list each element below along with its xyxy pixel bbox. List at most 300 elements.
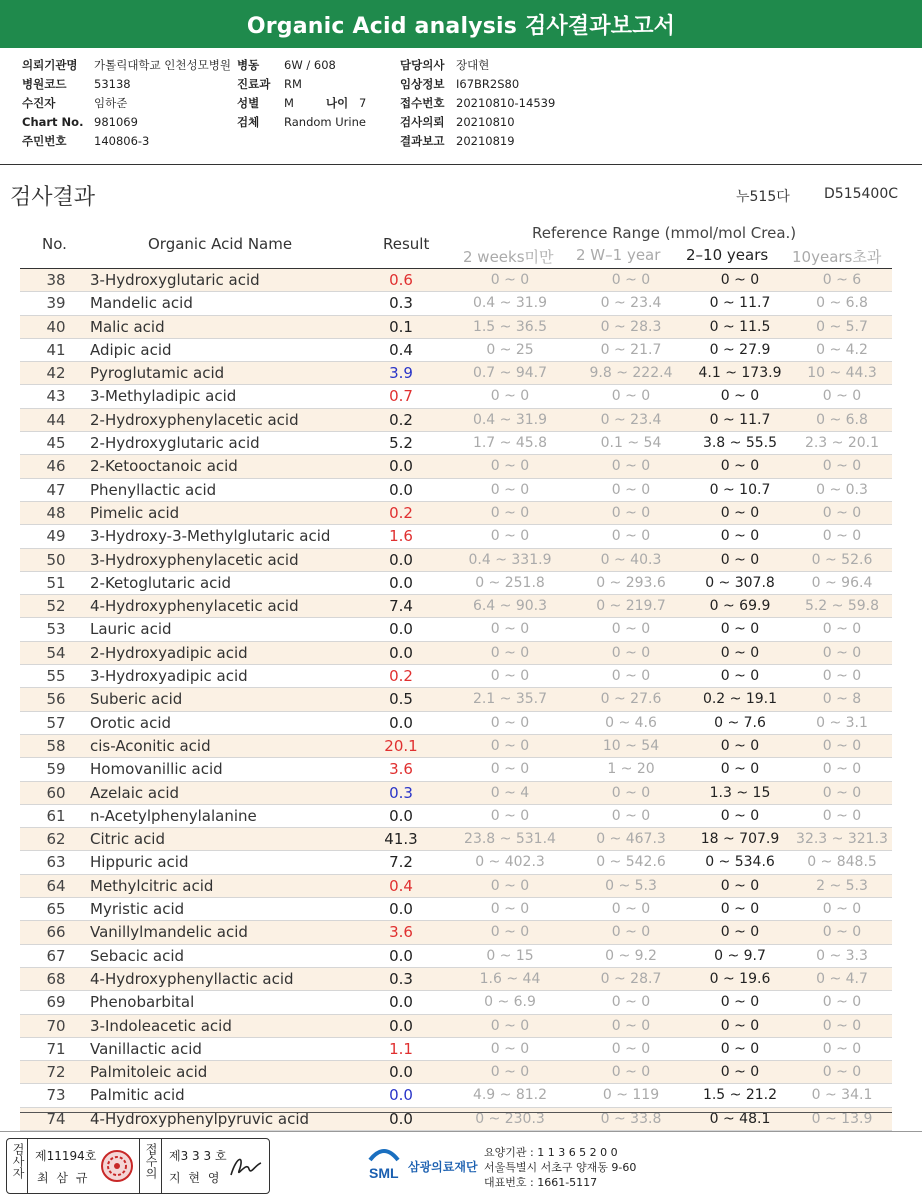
row-range-2w-1y: 0 ~ 0	[611, 1064, 651, 1081]
row-range-10y: 0 ~ 848.5	[807, 854, 877, 871]
row-range-2-10y: 0 ~ 10.7	[709, 481, 771, 498]
row-acid-name: Sebacic acid	[90, 946, 185, 965]
row-range-2weeks: 0 ~ 402.3	[475, 854, 545, 871]
row-range-2-10y: 0 ~ 0	[720, 528, 760, 545]
table-row	[20, 432, 892, 455]
org-line-1: 요양기관 : 1 1 3 6 5 2 0 0	[484, 1146, 618, 1159]
row-no: 44	[46, 410, 66, 429]
report-value: 20210819	[456, 134, 515, 148]
row-range-2w-1y: 0.1 ~ 54	[600, 435, 662, 452]
code-label: 병원코드	[22, 77, 67, 91]
row-range-2-10y: 1.3 ~ 15	[709, 784, 771, 801]
row-acid-name: 2-Hydroxyadipic acid	[90, 643, 248, 662]
row-no: 71	[46, 1039, 66, 1058]
row-range-2weeks: 23.8 ~ 531.4	[464, 831, 556, 848]
row-range-2weeks: 0 ~ 0	[490, 644, 530, 661]
report-label: 결과보고	[400, 134, 445, 148]
row-result: 0.0	[389, 573, 413, 592]
section-title: 검사결과	[10, 185, 96, 210]
row-acid-name: Phenyllactic acid	[90, 480, 217, 499]
row-no: 47	[46, 480, 66, 499]
chart-label: Chart No.	[22, 115, 84, 129]
row-range-2w-1y: 0 ~ 28.3	[600, 318, 662, 335]
row-range-10y: 0 ~ 0	[822, 1064, 862, 1081]
row-no: 40	[46, 317, 66, 336]
row-result: 0.3	[389, 969, 413, 988]
row-range-2w-1y: 0 ~ 293.6	[596, 574, 666, 591]
row-no: 74	[46, 1109, 66, 1128]
row-range-2-10y: 0 ~ 0	[720, 1040, 760, 1057]
row-range-10y: 0 ~ 0	[822, 644, 862, 661]
row-range-2w-1y: 0 ~ 4.6	[605, 714, 657, 731]
row-range-2weeks: 0 ~ 4	[490, 784, 530, 801]
row-range-2-10y: 0 ~ 0	[720, 877, 760, 894]
row-range-2weeks: 1.7 ~ 45.8	[472, 435, 548, 452]
report-title: Organic Acid analysis 검사결과보고서	[0, 0, 922, 48]
table-row	[20, 968, 892, 991]
row-range-10y: 0 ~ 0	[822, 784, 862, 801]
row-range-10y: 0 ~ 5.7	[816, 318, 868, 335]
row-range-2weeks: 0 ~ 0	[490, 388, 530, 405]
ward-label: 병동	[237, 58, 260, 72]
row-result: 0.0	[389, 1086, 413, 1105]
row-acid-name: 4-Hydroxyphenylacetic acid	[90, 597, 299, 616]
table-row	[20, 618, 892, 641]
row-result: 0.0	[389, 993, 413, 1012]
row-range-10y: 0 ~ 34.1	[811, 1087, 873, 1104]
row-acid-name: Hippuric acid	[90, 853, 189, 872]
range-title: Reference Range (mmol/mol Crea.)	[532, 224, 797, 242]
row-result: 0.0	[389, 713, 413, 732]
row-range-2w-1y: 0 ~ 0	[611, 1040, 651, 1057]
table-row	[20, 479, 892, 502]
doctor-label: 담당의사	[400, 58, 445, 72]
row-result: 0.4	[389, 876, 413, 895]
row-range-2weeks: 0 ~ 0	[490, 481, 530, 498]
table-row	[20, 735, 892, 758]
dept-label: 진료과	[237, 77, 271, 91]
row-range-2weeks: 0 ~ 0	[490, 621, 530, 638]
row-range-2weeks: 6.4 ~ 90.3	[472, 598, 548, 615]
range-col-3: 2–10 years	[686, 246, 769, 264]
row-acid-name: Azelaic acid	[90, 783, 180, 802]
doctor-value: 장대현	[456, 58, 490, 72]
row-range-2w-1y: 0 ~ 542.6	[596, 854, 666, 871]
row-range-10y: 0 ~ 0	[822, 1040, 862, 1057]
org-name: 삼광의료재단	[408, 1160, 478, 1174]
row-no: 63	[46, 853, 66, 872]
table-row	[20, 782, 892, 805]
row-acid-name: Vanillylmandelic acid	[90, 923, 248, 942]
row-acid-name: cis-Aconitic acid	[90, 736, 211, 755]
official-seal-icon	[99, 1149, 135, 1183]
col-name: Organic Acid Name	[148, 235, 293, 253]
logo-text: SML	[369, 1165, 399, 1181]
table-row	[20, 292, 892, 315]
row-result: 5.2	[389, 434, 413, 453]
row-range-2-10y: 0 ~ 0	[720, 1064, 760, 1081]
row-acid-name: n-Acetylphenylalanine	[90, 806, 257, 825]
table-row	[20, 712, 892, 735]
patient-value: 임하준	[94, 96, 128, 110]
row-range-2weeks: 0 ~ 6.9	[484, 994, 536, 1011]
row-result: 7.2	[389, 853, 413, 872]
sex-label: 성별	[237, 96, 260, 110]
row-no: 65	[46, 900, 66, 919]
row-range-10y: 0 ~ 6.8	[816, 411, 868, 428]
row-result: 3.6	[389, 923, 413, 942]
row-range-2weeks: 0 ~ 0	[490, 1040, 530, 1057]
row-range-2-10y: 0 ~ 0	[720, 994, 760, 1011]
row-range-2weeks: 0 ~ 251.8	[475, 574, 545, 591]
row-range-10y: 5.2 ~ 59.8	[804, 598, 880, 615]
row-range-2w-1y: 0 ~ 0	[611, 528, 651, 545]
row-range-10y: 0 ~ 6	[822, 272, 862, 288]
row-result: 41.3	[384, 830, 418, 849]
table-row	[20, 572, 892, 595]
row-range-2-10y: 0 ~ 307.8	[705, 574, 775, 591]
row-range-2-10y: 0 ~ 9.7	[714, 947, 766, 964]
row-range-2w-1y: 9.8 ~ 222.4	[589, 365, 673, 382]
row-range-10y: 0 ~ 0	[822, 388, 862, 405]
row-range-2weeks: 0 ~ 0	[490, 272, 530, 288]
row-range-2w-1y: 0 ~ 33.8	[600, 1110, 662, 1127]
table-row	[20, 549, 892, 572]
org-line-3: 대표번호 : 1661-5117	[484, 1176, 598, 1189]
row-range-2-10y: 0 ~ 0	[720, 644, 760, 661]
row-range-10y: 0 ~ 0.3	[816, 481, 868, 498]
row-range-2-10y: 0 ~ 0	[720, 924, 760, 941]
row-range-2-10y: 0 ~ 0	[720, 504, 760, 521]
table-row	[20, 828, 892, 851]
receipt-value: 20210810-14539	[456, 96, 556, 110]
row-acid-name: Palmitoleic acid	[90, 1063, 208, 1082]
table-row	[20, 1061, 892, 1084]
row-range-2-10y: 3.8 ~ 55.5	[702, 435, 778, 452]
row-result: 0.3	[389, 294, 413, 313]
table-row	[20, 875, 892, 898]
row-range-2weeks: 0 ~ 0	[490, 1017, 530, 1034]
row-range-2weeks: 1.6 ~ 44	[479, 970, 541, 987]
table-row	[20, 665, 892, 688]
table-row	[20, 898, 892, 921]
row-range-2weeks: 0 ~ 0	[490, 528, 530, 545]
row-range-2weeks: 0.4 ~ 31.9	[472, 411, 548, 428]
row-acid-name: 2-Ketoglutaric acid	[90, 573, 232, 592]
row-range-10y: 0 ~ 0	[822, 1017, 862, 1034]
id-label: 주민번호	[22, 134, 67, 148]
id-value: 140806-3	[94, 134, 150, 148]
row-range-2w-1y: 0 ~ 0	[611, 504, 651, 521]
org-info	[484, 1145, 636, 1190]
range-col-4: 10years초과	[792, 248, 882, 266]
footer-divider	[0, 1131, 922, 1132]
row-range-2w-1y: 0 ~ 0	[611, 807, 651, 824]
row-acid-name: 4-Hydroxyphenylpyruvic acid	[90, 1109, 310, 1128]
row-result: 0.1	[389, 317, 413, 336]
row-range-10y: 0 ~ 0	[822, 807, 862, 824]
row-range-10y: 0 ~ 4.2	[816, 341, 868, 358]
row-no: 67	[46, 946, 66, 965]
row-range-10y: 0 ~ 96.4	[811, 574, 873, 591]
row-range-2-10y: 0 ~ 7.6	[714, 714, 766, 731]
row-acid-name: Mandelic acid	[90, 294, 193, 313]
row-range-2weeks: 0.4 ~ 31.9	[472, 295, 548, 312]
table-header	[20, 216, 892, 269]
row-range-2-10y: 0 ~ 0	[720, 668, 760, 685]
table-row	[20, 758, 892, 781]
row-result: 0.2	[389, 410, 413, 429]
request-value: 20210810	[456, 115, 515, 129]
table-row	[20, 1084, 892, 1107]
row-range-2w-1y: 0 ~ 119	[602, 1087, 660, 1104]
row-range-10y: 0 ~ 0	[822, 994, 862, 1011]
org-line-2: 서울특별시 서초구 양재동 9-60	[484, 1161, 637, 1174]
row-range-2-10y: 0 ~ 0	[720, 807, 760, 824]
results-table	[20, 216, 892, 1131]
row-range-2weeks: 0 ~ 0	[490, 807, 530, 824]
table-row	[20, 339, 892, 362]
row-range-2weeks: 2.1 ~ 35.7	[472, 691, 548, 708]
row-range-2-10y: 0 ~ 0	[720, 388, 760, 405]
row-range-2-10y: 0.2 ~ 19.1	[702, 691, 778, 708]
row-range-10y: 2.3 ~ 20.1	[804, 435, 880, 452]
patient-info	[0, 48, 922, 165]
row-result: 0.6	[389, 271, 413, 289]
row-range-10y: 0 ~ 0	[822, 621, 862, 638]
row-no: 73	[46, 1086, 66, 1105]
row-no: 52	[46, 597, 66, 616]
row-result: 3.9	[389, 364, 413, 383]
row-acid-name: Adipic acid	[90, 340, 172, 359]
row-range-2w-1y: 0 ~ 21.7	[600, 341, 662, 358]
row-range-2-10y: 0 ~ 0	[720, 272, 760, 288]
table-row	[20, 595, 892, 618]
row-no: 64	[46, 876, 66, 895]
row-result: 20.1	[384, 736, 418, 755]
row-range-10y: 0 ~ 0	[822, 458, 862, 475]
row-range-2weeks: 0.7 ~ 94.7	[472, 365, 548, 382]
row-range-2-10y: 0 ~ 27.9	[709, 341, 771, 358]
table-row	[20, 525, 892, 548]
row-range-10y: 0 ~ 0	[822, 737, 862, 754]
age-value: 7	[359, 96, 367, 110]
row-acid-name: 3-Hydroxyglutaric acid	[90, 271, 260, 289]
row-range-2w-1y: 0 ~ 0	[611, 901, 651, 918]
row-no: 50	[46, 550, 66, 569]
row-acid-name: 2-Hydroxyglutaric acid	[90, 434, 260, 453]
row-range-2-10y: 0 ~ 11.7	[709, 411, 771, 428]
row-range-2-10y: 0 ~ 0	[720, 621, 760, 638]
row-range-2w-1y: 0 ~ 0	[611, 644, 651, 661]
col-no: No.	[42, 235, 67, 253]
row-acid-name: 3-Hydroxyadipic acid	[90, 667, 248, 686]
row-range-10y: 0 ~ 8	[822, 691, 862, 708]
row-no: 39	[46, 294, 66, 313]
range-col-2: 2 W–1 year	[576, 246, 661, 264]
table-row	[20, 1038, 892, 1061]
row-acid-name: 2-Ketooctanoic acid	[90, 457, 238, 476]
row-range-2-10y: 0 ~ 48.1	[709, 1110, 771, 1127]
table-row	[20, 991, 892, 1014]
row-range-2weeks: 0 ~ 0	[490, 877, 530, 894]
row-range-2weeks: 0 ~ 0	[490, 924, 530, 941]
row-result: 0.4	[389, 340, 413, 359]
table-body	[20, 269, 892, 1131]
row-acid-name: Myristic acid	[90, 900, 185, 919]
row-range-2w-1y: 10 ~ 54	[602, 737, 660, 754]
row-range-2weeks: 0 ~ 25	[486, 341, 534, 358]
table-row	[20, 455, 892, 478]
row-range-2w-1y: 0 ~ 0	[611, 458, 651, 475]
row-result: 0.0	[389, 1016, 413, 1035]
sign-no-1: 제11194호	[35, 1149, 97, 1163]
row-range-2w-1y: 0 ~ 5.3	[605, 877, 657, 894]
section-code2: D515400C	[824, 186, 898, 202]
row-range-10y: 0 ~ 0	[822, 504, 862, 521]
row-range-2w-1y: 0 ~ 9.2	[605, 947, 657, 964]
row-range-2weeks: 0 ~ 0	[490, 714, 530, 731]
row-range-2w-1y: 0 ~ 0	[611, 272, 651, 288]
row-result: 0.0	[389, 480, 413, 499]
row-range-2weeks: 0 ~ 0	[490, 668, 530, 685]
row-no: 49	[46, 527, 66, 546]
row-acid-name: Homovanillic acid	[90, 760, 223, 779]
row-range-2-10y: 4.1 ~ 173.9	[698, 365, 782, 382]
row-range-2weeks: 4.9 ~ 81.2	[472, 1087, 548, 1104]
row-range-10y: 0 ~ 13.9	[811, 1110, 873, 1127]
table-row	[20, 921, 892, 944]
row-acid-name: 3-Hydroxy-3-Methylglutaric acid	[90, 527, 331, 546]
row-no: 41	[46, 340, 66, 359]
row-acid-name: Malic acid	[90, 317, 165, 336]
row-no: 48	[46, 503, 66, 522]
row-no: 68	[46, 969, 66, 988]
sign-side-1: 검사자	[11, 1143, 25, 1179]
row-range-10y: 10 ~ 44.3	[807, 365, 877, 382]
table-row	[20, 409, 892, 432]
row-result: 0.0	[389, 550, 413, 569]
row-range-10y: 2 ~ 5.3	[816, 877, 868, 894]
range-col-1: 2 weeks미만	[463, 248, 554, 266]
hospital-label: 의뢰기관명	[22, 58, 78, 72]
row-range-2w-1y: 0 ~ 0	[611, 621, 651, 638]
row-acid-name: 3-Indoleacetic acid	[90, 1016, 232, 1035]
row-range-2-10y: 0 ~ 534.6	[705, 854, 775, 871]
row-range-10y: 0 ~ 0	[822, 528, 862, 545]
row-no: 62	[46, 830, 66, 849]
row-range-2weeks: 0 ~ 0	[490, 901, 530, 918]
row-range-10y: 0 ~ 3.3	[816, 947, 868, 964]
specimen-label: 검체	[237, 115, 260, 129]
row-range-2w-1y: 0 ~ 0	[611, 784, 651, 801]
row-range-2weeks: 0 ~ 0	[490, 1064, 530, 1081]
row-range-2weeks: 0 ~ 0	[490, 458, 530, 475]
row-range-2w-1y: 0 ~ 0	[611, 668, 651, 685]
row-acid-name: Methylcitric acid	[90, 876, 214, 895]
row-range-2-10y: 0 ~ 0	[720, 737, 760, 754]
row-range-2w-1y: 0 ~ 0	[611, 994, 651, 1011]
row-range-2w-1y: 1 ~ 20	[607, 761, 655, 778]
row-result: 0.0	[389, 946, 413, 965]
row-acid-name: Suberic acid	[90, 690, 183, 709]
row-no: 51	[46, 573, 66, 592]
row-acid-name: Phenobarbital	[90, 993, 195, 1012]
row-range-2w-1y: 0 ~ 23.4	[600, 295, 662, 312]
row-result: 0.0	[389, 900, 413, 919]
clinical-label: 임상정보	[400, 77, 445, 91]
row-range-10y: 0 ~ 4.7	[816, 970, 868, 987]
row-no: 69	[46, 993, 66, 1012]
row-range-2w-1y: 0 ~ 0	[611, 924, 651, 941]
section-code1: 누515다	[736, 189, 790, 205]
row-range-2-10y: 0 ~ 0	[720, 458, 760, 475]
table-row	[20, 642, 892, 665]
row-result: 0.5	[389, 690, 413, 709]
row-range-2-10y: 0 ~ 0	[720, 551, 760, 568]
row-no: 70	[46, 1016, 66, 1035]
sml-logo-icon	[366, 1144, 402, 1184]
row-range-2weeks: 0 ~ 0	[490, 737, 530, 754]
row-acid-name: Lauric acid	[90, 620, 172, 639]
sign-name-1: 최 삼 규	[37, 1171, 90, 1185]
row-result: 0.0	[389, 1063, 413, 1082]
table-row	[20, 945, 892, 968]
age-label: 나이	[326, 96, 349, 110]
signature-box	[6, 1138, 270, 1194]
row-acid-name: 3-Hydroxyphenylacetic acid	[90, 550, 299, 569]
code-value: 53138	[94, 77, 131, 91]
row-no: 59	[46, 760, 66, 779]
row-range-10y: 0 ~ 0	[822, 901, 862, 918]
row-result: 0.0	[389, 1109, 413, 1128]
row-result: 3.6	[389, 760, 413, 779]
row-range-10y: 0 ~ 52.6	[811, 551, 873, 568]
row-range-10y: 0 ~ 3.1	[816, 714, 868, 731]
row-result: 0.2	[389, 503, 413, 522]
row-acid-name: Palmitic acid	[90, 1086, 185, 1105]
row-no: 43	[46, 387, 66, 406]
row-range-10y: 0 ~ 0	[822, 668, 862, 685]
row-acid-name: 2-Hydroxyphenylacetic acid	[90, 410, 299, 429]
table-row	[20, 502, 892, 525]
row-result: 1.1	[389, 1039, 413, 1058]
row-range-2weeks: 0 ~ 0	[490, 761, 530, 778]
chart-value: 981069	[94, 115, 138, 129]
row-no: 45	[46, 434, 66, 453]
row-range-10y: 32.3 ~ 321.3	[796, 831, 888, 848]
row-range-10y: 0 ~ 0	[822, 761, 862, 778]
row-no: 61	[46, 806, 66, 825]
row-range-2w-1y: 0 ~ 0	[611, 1017, 651, 1034]
col-result: Result	[383, 235, 430, 253]
row-range-2-10y: 0 ~ 0	[720, 901, 760, 918]
row-result: 1.6	[389, 527, 413, 546]
sign-no-2: 제3 3 3 호	[169, 1149, 227, 1163]
row-range-2weeks: 0 ~ 15	[486, 947, 534, 964]
dept-value: RM	[284, 77, 302, 91]
row-range-2w-1y: 0 ~ 0	[611, 481, 651, 498]
row-result: 0.2	[389, 667, 413, 686]
row-range-2-10y: 0 ~ 69.9	[709, 598, 771, 615]
row-range-2-10y: 0 ~ 0	[720, 1017, 760, 1034]
row-range-2w-1y: 0 ~ 40.3	[600, 551, 662, 568]
row-range-2weeks: 0 ~ 0	[490, 504, 530, 521]
row-no: 53	[46, 620, 66, 639]
row-range-2-10y: 0 ~ 11.5	[709, 318, 771, 335]
clinical-value: I67BR2S80	[456, 77, 520, 91]
row-result: 0.0	[389, 620, 413, 639]
